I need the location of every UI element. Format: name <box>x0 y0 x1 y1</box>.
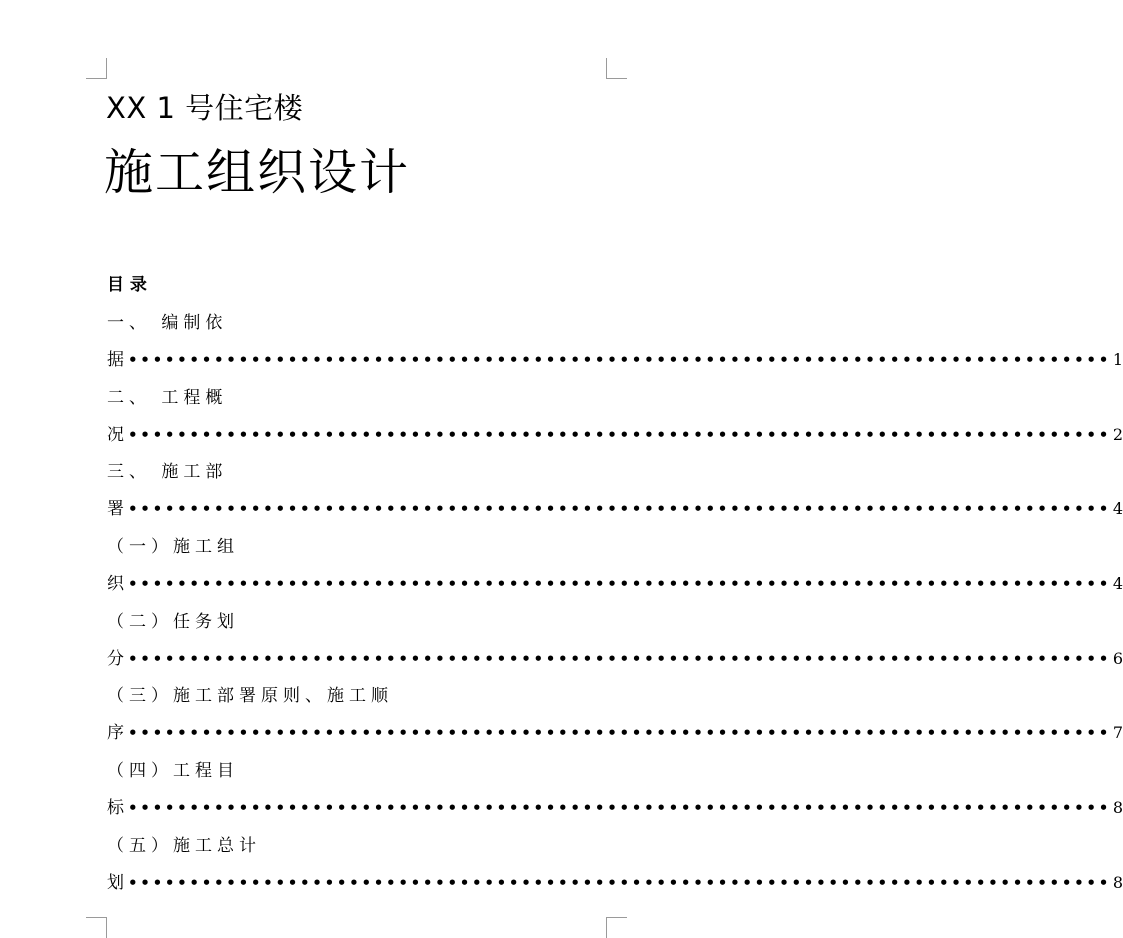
dot-leader: •••••••••••••••••••••••••••••••••••••••••••••••••••••••••••••••••••••••••••••••• <box>128 351 1111 369</box>
toc-entry-tail: 据 <box>107 350 124 370</box>
dot-leader: •••••••••••••••••••••••••••••••••••••••••••••••••••••••••••••••••••••••••••••••• <box>128 724 1111 743</box>
toc-page-number: 6 <box>1112 648 1123 668</box>
toc-entry-line <box>107 719 1123 756</box>
toc-entry-line <box>107 346 1123 383</box>
dot-leader: •••••••••••••••••••••••••••••••••••••••••••••••••••••••••••••••••••••••••••••••• <box>128 873 1111 892</box>
toc-entry-tail: 织 <box>107 574 124 595</box>
toc-entry-line <box>107 421 1123 458</box>
toc-entry-line <box>107 570 1123 607</box>
crop-mark-bottom-left <box>86 917 107 938</box>
toc-entry-title: （三）施工部署原则、施工顺 <box>107 686 393 707</box>
toc-entry-line <box>107 495 1123 532</box>
dot-leader: •••••••••••••••••••••••••••••••••••••••••••••••••••••••••••••••••••••••••••••••• <box>128 575 1111 594</box>
document-subtitle: XX 1 号住宅楼 <box>106 91 304 125</box>
toc-page-number: 2 <box>1112 424 1123 444</box>
toc-page-number: 4 <box>1112 499 1123 519</box>
crop-mark-top-right <box>606 58 627 79</box>
dot-leader: •••••••••••••••••••••••••••••••••••••••••••••••••••••••••••••••••••••••••••••••• <box>128 500 1111 519</box>
toc-entry-line <box>107 645 1123 682</box>
toc-entry-line <box>107 869 1123 906</box>
toc-entry-tail: 署 <box>107 499 124 520</box>
toc-entry-tail: 划 <box>107 872 124 893</box>
dot-leader: •••••••••••••••••••••••••••••••••••••••••••••••••••••••••••••••••••••••••••••••• <box>128 425 1111 444</box>
toc-entry[interactable] <box>107 458 1123 533</box>
toc-entry-tail: 况 <box>107 424 124 445</box>
toc-entry-tail: 标 <box>107 798 124 819</box>
toc-entry-title: 三、 施工部 <box>107 462 228 483</box>
toc-entry[interactable] <box>107 309 1123 384</box>
toc-entry-title: （二）任务划 <box>107 611 239 632</box>
toc-page-number: 8 <box>1112 798 1123 818</box>
document-title: 施工组织设计 <box>104 144 411 201</box>
toc-entry-title: （五）施工总计 <box>107 835 261 856</box>
toc-entry-tail: 分 <box>107 648 124 669</box>
toc-entry[interactable] <box>107 832 1123 907</box>
toc-entry-tail: 序 <box>107 723 124 744</box>
toc-entry-line <box>107 794 1123 831</box>
toc-entry[interactable] <box>107 533 1123 608</box>
toc-page-number: 7 <box>1112 723 1123 743</box>
toc-entry-title: 一、 编制依 <box>107 313 228 333</box>
toc-entry[interactable] <box>107 757 1123 832</box>
toc-entry[interactable] <box>107 608 1123 683</box>
toc-heading: 目 录 <box>107 275 147 295</box>
toc-page-number: 1 <box>1112 350 1123 369</box>
toc-entry-title: （四）工程目 <box>107 761 239 782</box>
dot-leader: •••••••••••••••••••••••••••••••••••••••••••••••••••••••••••••••••••••••••••••••• <box>128 799 1111 818</box>
toc-entry-title: 二、 工程概 <box>107 387 228 408</box>
crop-mark-top-left <box>86 58 107 79</box>
toc-entry-title: （一）施工组 <box>107 537 239 558</box>
toc-page-number: 4 <box>1112 574 1123 594</box>
table-of-contents <box>107 309 1123 907</box>
toc-entry[interactable] <box>107 384 1123 459</box>
crop-mark-bottom-right <box>606 917 627 938</box>
toc-page-number: 8 <box>1112 872 1123 892</box>
toc-entry[interactable] <box>107 682 1123 757</box>
dot-leader: •••••••••••••••••••••••••••••••••••••••••••••••••••••••••••••••••••••••••••••••• <box>128 649 1111 668</box>
